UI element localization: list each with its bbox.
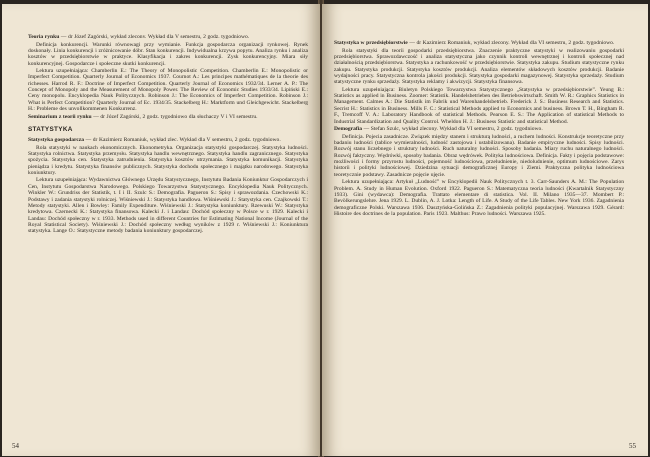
right-page-number: 55 [629,442,636,450]
paragraph [334,179,624,217]
paragraph [28,177,308,234]
course-title: Teoria rynku [28,34,60,40]
course-title: Statystyka w przedsiębiorstwie [334,40,408,46]
paragraph [334,134,624,178]
paragraph-text: — dr Józef Zagórski, 2 godz. tygodniowo dla słuchaczy V i VI semestru. [91,113,258,120]
course-title: Seminarium z teorii rynku [28,113,92,120]
left-page-body [28,34,308,235]
paragraph [28,42,308,67]
paragraph-text: Lektura uzupełniająca: Wydawnictwa Głównego Urzędu Statystycznego, Instytutu Badania Koniunktur Gospodarczych i Cen, Instytutu Gospodarstwa Narodowego. Polskiego Towarzystwa Statystycznego. Encyklopedia Nauk Politycznych. Winkler W.: Grundriss der Statistik, t. I i II. Szulc S.: Demografia. Pagueron S.: Spisy i sprawozdania. Czechowski K.: Podstawy i zadania statystyki rolniczej. Wiśniewski J.: Statystyka handlowa. Wiśniewski J.: Statystyka cen. Czajkowski T.: Metody statystyki. Allen i Bowley: Family Expenditure. Wiśniewski J.: Statystyka koniunktury. Rzewuski W.: Statystyka kredytowa. Czernecki K.: Statystyka finansowa. Kalecki J. i Landau: Dochód społeczny w Polsce w r. 1929. Kalecki i Landau: Dochód społeczny w r. 1933. Methods used in different Countries for Estimating National Income (Journal of the Royal Statistical Society). Wiśniewski J.: Dochód społeczny według wyników z 1929 r. Wiśniewski J.: Koniunktura statystyka. Lange O.: Statystyczne metody badania koniunktury gospodarczej. [28,177,308,235]
right-page [322,4,648,456]
paragraph [334,87,624,125]
paragraph-text: — dr Kazimierz Romaniuk, wykład zlecony. Wykład dla VI semestru, 2 godz. tygodniowo. [407,40,615,46]
course-title: Demografia [334,126,363,133]
paragraph [334,48,624,86]
paragraph-text: Definicja konkurencji. Warunki równowagi przy wymianie. Funkcja gospodarcza organizacji rynkowej. Rynek doskonały. Linia konkurencji i zróżnicowanie dóbr. Stan konkurencji. Indywidualna krzywa popytu. Analiza rynku i analiza kosztów w przedsiębiorstwie w praktyce. Klasyfikacja i zakres konkurencji. Zysk konkurencyjny. Miara siły konkurencyjnej. Gospodarcze i społeczne skutki konkurencji. [28,41,308,67]
right-page-body [334,40,624,217]
paragraph-text: — dr Kazimierz Romaniuk, wykład zlec. Wykład dla V semestru, 2 godz. tygodniowo. [84,137,281,144]
paragraph [334,40,624,46]
paragraph-text: Rola statystyki dla teorii gospodarki przedsiębiorstwa. Znaczenie praktyczne statystyki w realizowaniu gospodarki przedsiębiorstwa. Sprawozdawczość i analiza statystyczna jako czynnik kontroli wewnętrznej i kontroli społecznej nad działalnością przedsiębiorstwa. Statystyka a rachunkowość w przedsiębiorstwie. Statystyka zakupu. Studium statystyczne rynku zakupu. Statystyka produkcji. Statystyka kosztów produkcji. Analiza elementów składowych kosztów produkcji. Badanie wydajności pracy. Statystyczna kontrola jakości produkcji. Statystyka gospodarki magazynowej. Statystyka sprzedaży. Studium statystyczne rynku sprzedaży. Statystyka reklamy i akwizycji. Statystyka finansowa. [334,47,624,86]
paragraph-text: Definicja. Pojecia zasadnicze. Związek między stanem i strukturą ludności, a ruchem ludności. Konstrukcje teoretyczne przy badaniu ludności (tablice wymieralności, ludność zastojowa i ustabilizowana). Badanie empiryczne ludności. Spisy ludności. Rozwój stanu liczebnego i struktury ludności. Ruch naturalny ludności. Sposoby badania. Miary ruchu naturalnego ludności. Rozwój faktyczny. Wędrówki, sposoby badania. Obraz wędrówek. Polityka ludnościowa. Definicja. Fakty i pojęcia podstawowe: możliwości i formy przyrostu ludności, pojemność ludnościowa, przeludnienie, niedoludnienie, optimum ludnościowe. Zarys historii i polityki ludnościowej. Dziedzina sytuacji demograficznej Europy i Ziemi. Praktyczna polityka ludnościowa teoretycznie podstawy. Zasadnicze pojęcie ujęcie. [334,133,624,178]
paragraph [28,34,308,40]
paragraph [28,145,308,177]
paragraph [28,68,308,112]
paragraph-text: Rola statystyki w naukach ekonomicznych. Ekonometryka. Organizacja statystyki gospodarczej. Statystyka ludności. Statystyka rolnictwa. Statystyka przemysłu. Statystyka handlu wewnętrznego. Statystyka handlu zagranicznego. Statystyka spożycia. Statystyka cen. Statystyka zatrudnienia. Statystyka kosztów utrzymania. Statystyka komunikacji. Statystyka pieniądza i kredytu. Statystyka finansów publicznych. Statystyka dochodu społecznego i majątku narodowego. Statystyka koniunktury. [28,144,308,176]
section-heading: STATYSTYKA [28,126,73,134]
paragraph-text: Lektura uzupełniająca: Biuletyn Polskiego Towarzystwa Statystycznego „Statystyka w przedsiębiorstwie”. Yeung B.: Statistics as applied in Business. Zoomer: Statistik. Handelsbetrieben des Betriebswirtschaft. Smith W. R.: Graphics Statistics in Management. Calmes A.: Die Statistik im Fabrik und Warenhandelsbetrieb. Frederick J. S.: Business Research and Statistics. Secrist H.: Statistics in Business. Mills F. C.: Statistical Methods applied to Economics and business. Brown T. H., Bingham R. F., Tremcoff V. A.: Laboratory Handbook of statistical Methods. Pearson E. S.: The Application of statistical Methods to Industrial Standardization and Quality Control. Wheldon H. J.: Business Statistic and statistical Method. [334,86,624,125]
paragraph-text: Lektura uzupełniająca: Artykuł „Ludność” w Encyklopedii Nauk Politycznych t. 3. Carr-Saunders A. M.: The Population Problem. A. Study in Human Evolution. Oxford 1922. Pagueron S.: Matematyczna teoria ludności (Kwartalnik Statystyczny 1933). Gini (wydawca): Demografia. Trattato elementare di statistica. Vol. II. Milano 1935—37. Mombert P.: Bevölkerungslehre. Jena 1929. L. Dublin, A. J. Lotka: Length of Life. A Study of the Life Tables. New York 1936. Zagadnienia demograficzne Polski. Warszawa 1936. Dasztyńska-Golińska Z.: Zagadnienia polityki populacyjnej. Warszawa 1929. Gérard: Histoire des doctrines de la population. Paris 1923. Malthus: Prawo ludności. Warszawa 1925. [334,179,624,217]
left-page-number: 54 [12,442,19,450]
paragraph-text: Lektura uzupełniająca: Chamberlin E.: The Theory of Monopolistic Competition. Chamberlin E.: Monopolistic or Imperfect Competition. Quarterly Journal of Economics 1937. Cournot A.: Les principes mathématiques de la theorie des richesses. Harrod R. F.: Doctrine of Imperfect Competition. Quarterly Journal of Economics 1932/34. Lerner A. P.: The Concept of Monopoly and the Measurement of Monopoly Power. The Review of Economic Studies 1933/34. Lipiński E.: Ceny monopolu. Encyklopedia Nauk Politycznych. Robinson J.: The Economics of Imperfect Competition. Robinson J.: What is Perfect Competition? Quarterly Journal of Ec. 1934/35. Stackelberg H.: Marktform und Gleichgewicht. Stackelberg H.: Probleme des unvollkommenen Konkurrenz. [28,68,308,113]
left-page [2,4,320,456]
paragraph [334,126,624,132]
paragraph-text: — dr Józef Zagórski, wykład zleconv. Wykład dla V semestru, 2 godz. tygodniowo. [59,34,250,40]
paragraph-text: — Stefan Szulc, wykład zlecony. Wykład dla VI semestru, 2 godz. tygodniowo. [362,126,543,133]
paragraph [28,137,308,143]
course-title: Statystyka gospodarcza [28,137,85,144]
paragraph [28,114,308,120]
